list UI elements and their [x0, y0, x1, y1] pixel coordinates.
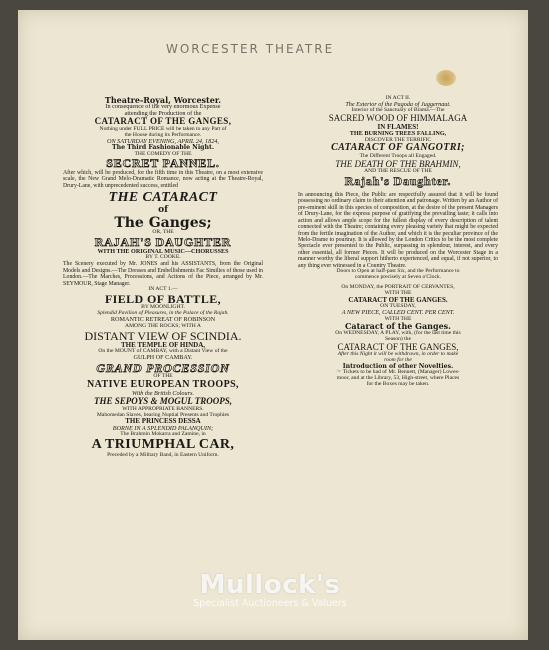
text-line: for the Boxes may be taken. — [366, 380, 430, 387]
headline: FIELD OF BATTLE, — [104, 291, 222, 306]
text-line: room for the — [384, 356, 412, 363]
headline: THE SEPOYS & MOGUL TROOPS, — [94, 396, 232, 407]
theatre-name: Theatre-Royal, Worcester. — [104, 95, 222, 105]
text-line: Nothing under FULL PRICE will be taken to any Part of — [99, 125, 227, 132]
text-line: THE TEMPLE OF HINDA, — [120, 341, 205, 350]
text-line: attending the Production of the — [124, 109, 202, 117]
text-line: ☞ Tickets to be had of Mr. Bennett, (Manager) Lowes- — [336, 369, 460, 376]
text-line: Doors to Open at half-past Six, and the Performance to — [336, 268, 460, 275]
text-line: Introduction of other Novelties. — [342, 362, 454, 370]
text-line: AND THE RESCUE OF THE — [364, 168, 432, 175]
subtitle: Rajah's Daughter. — [344, 174, 452, 189]
text-line: The Different Troops all Engaged. — [359, 152, 437, 159]
text-line: OR, THE — [152, 229, 174, 236]
text-line: On MONDAY, the PORTRAIT OF CERVANTES, — [341, 284, 455, 291]
text-line: Preceded by a Military Band, in Eastern Uniform. — [107, 451, 219, 458]
text-line: BY MOONLIGHT. — [141, 304, 185, 311]
headline: CATARACT OF THE GANGES, — [94, 116, 232, 127]
paragraph: After which, will be produced, for the fifth time in this Theatre, on a most extensive scale, the New Grand Melo-Dramatic Romance, now acting at the Theatre-Royal, Drury-Lane, with unprecedented success, entitled — [63, 170, 263, 189]
text-line: On the MOUNT of CAMBAY, with a Distant View of the — [98, 348, 228, 355]
text-line: Mahomedan Slaves, bearing Nuptial Presents and Trophies — [96, 411, 230, 418]
headline: A TRIUMPHAL CAR, — [91, 437, 235, 453]
text-line: THE COMEDY OF THE — [134, 150, 192, 157]
text-line: DISCOVER THE TERRIFIC — [364, 136, 432, 143]
text-line: Interior of the Sanctuary of Brama.—The — [351, 107, 445, 114]
watermark — [180, 570, 360, 609]
left-column — [63, 96, 263, 459]
main-title: The Ganges; — [114, 214, 212, 231]
watermark-tagline: Specialist Auctioneers & Valuers — [193, 598, 347, 609]
text-line: ON TUESDAY, — [380, 303, 416, 310]
text-line: The Exterior of the Pagoda of Juggernaut. — [345, 100, 451, 108]
text-line: moor, and at the Library, 53, High-street, where Places — [336, 375, 460, 382]
headline: CATARACT OF GANGOTRI; — [331, 142, 465, 154]
paragraph: In announcing this Piece, the Public are respectfully assured that it will be found possessing no ordinary claim to their attention and patronage. Written by an Author of pre-eminent skill in this species of composition, at the desire of the present Managers of Drury-Lane, for the express purpose of gratifying the prevailing taste; it calls into action and allows ample scope for the fullest display of every description of talent connected with the Theatre; containing every pleasing variety that might be expected from the fertile imagination of the Author, and which it is the peculiar province of the Melo-Drame to pourtray. It is allowed by the London Critics to be the most complete Spectacle ever presented to the Public, surpassing in splendour, interest, and every other essential, all former Pieces. It will be produced on the Worcester Stage in a manner worthy the liberal support hitherto experienced, and equal, if not superior, to any thing ever witnessed in a Country Theatre. — [298, 191, 498, 269]
text-line: the House during its Performance. — [124, 131, 202, 138]
act-label: IN ACT II. — [385, 95, 411, 101]
text-line: The Brahmin Mokarra and Zamine, in — [120, 431, 206, 438]
text-line: THE BURNING TREES FALLING, — [349, 130, 447, 137]
text-line: Splendid Pavilion of Pleasures, in the Palace of the Rajah. — [97, 310, 229, 317]
text-line: The Third Fashionable Night. — [111, 144, 215, 152]
headline: NATIVE EUROPEAN TROOPS, — [87, 379, 239, 391]
text-line: WITH THE ORIGINAL MUSIC—CHORUSSES — [97, 247, 229, 255]
watermark-name: Mullock's — [199, 570, 341, 600]
text-line: A NEW PIECE, CALLED CENT. PER CENT. — [341, 309, 455, 317]
text-line: GULPH OF CAMBAY. — [133, 354, 193, 362]
headline: CATARACT OF THE GANGES. — [348, 295, 448, 304]
text-line: In consequence of the very enormous Expense — [105, 103, 221, 111]
paragraph: The Scenery executed by Mr. JONES and his ASSISTANTS, from the Original Models and Designs.—The Dresses and Embellishments Fac Similies of those used in London.—The Marches, Processions, and Actions of the Piece, arranged by Mr. SEYMOUR, Stage Manager. — [63, 261, 263, 287]
text-line: Season) the — [385, 335, 411, 342]
text-line: ROMANTIC RETREAT OF ROBINSON — [110, 316, 216, 324]
text-line: BY T. COOKE. — [145, 254, 181, 261]
subtitle: RAJAH'S DAUGHTER — [94, 235, 232, 250]
text-line: IN FLAMES! — [377, 122, 419, 131]
performance-date: ON SATURDAY EVENING, APRIL 24, 1824, — [107, 137, 219, 145]
right-column — [298, 96, 498, 388]
text-line: THE PRINCESS DESSA — [125, 417, 201, 426]
text-line: WITH THE — [384, 315, 412, 322]
headline: DISTANT VIEW OF SCINDIA. — [84, 328, 242, 343]
headline: THE DEATH OF THE BRAHMIN, — [335, 158, 461, 169]
text-line: After this Night it will be withdrawn, in order to make — [337, 350, 459, 357]
text-line: of — [158, 205, 168, 216]
headline: SACRED WOOD OF HIMMALAGA — [328, 113, 468, 124]
headline: GRAND PROCESSION — [96, 360, 230, 375]
text-line: BORNE IN A SPLENDID PALANQUIN; — [112, 424, 214, 432]
text-line: AMONG THE ROCKS; WITH A — [125, 322, 201, 329]
text-line: commence precisely at Seven o'Clock. — [354, 274, 442, 281]
text-line: WITH APPROPRIATE BANNERS. — [122, 405, 204, 412]
text-line: WITH THE — [384, 290, 412, 296]
play-title: SECRET PANNEL. — [106, 156, 220, 171]
text-line: With the British Colours. — [132, 389, 194, 397]
text-line: On WEDNESDAY, A PLAY, with, (for the last time this — [335, 329, 461, 336]
paper-stain — [436, 70, 456, 86]
handwritten-annotation: WORCESTER THEATRE — [166, 42, 335, 56]
text-line: OF THE — [153, 373, 173, 380]
headline: CATARACT OF THE GANGES, — [337, 341, 459, 352]
headline: Cataract of the Ganges. — [345, 321, 451, 332]
act-label: IN ACT 1.— — [148, 286, 178, 293]
main-title: THE CATARACT — [108, 190, 218, 206]
